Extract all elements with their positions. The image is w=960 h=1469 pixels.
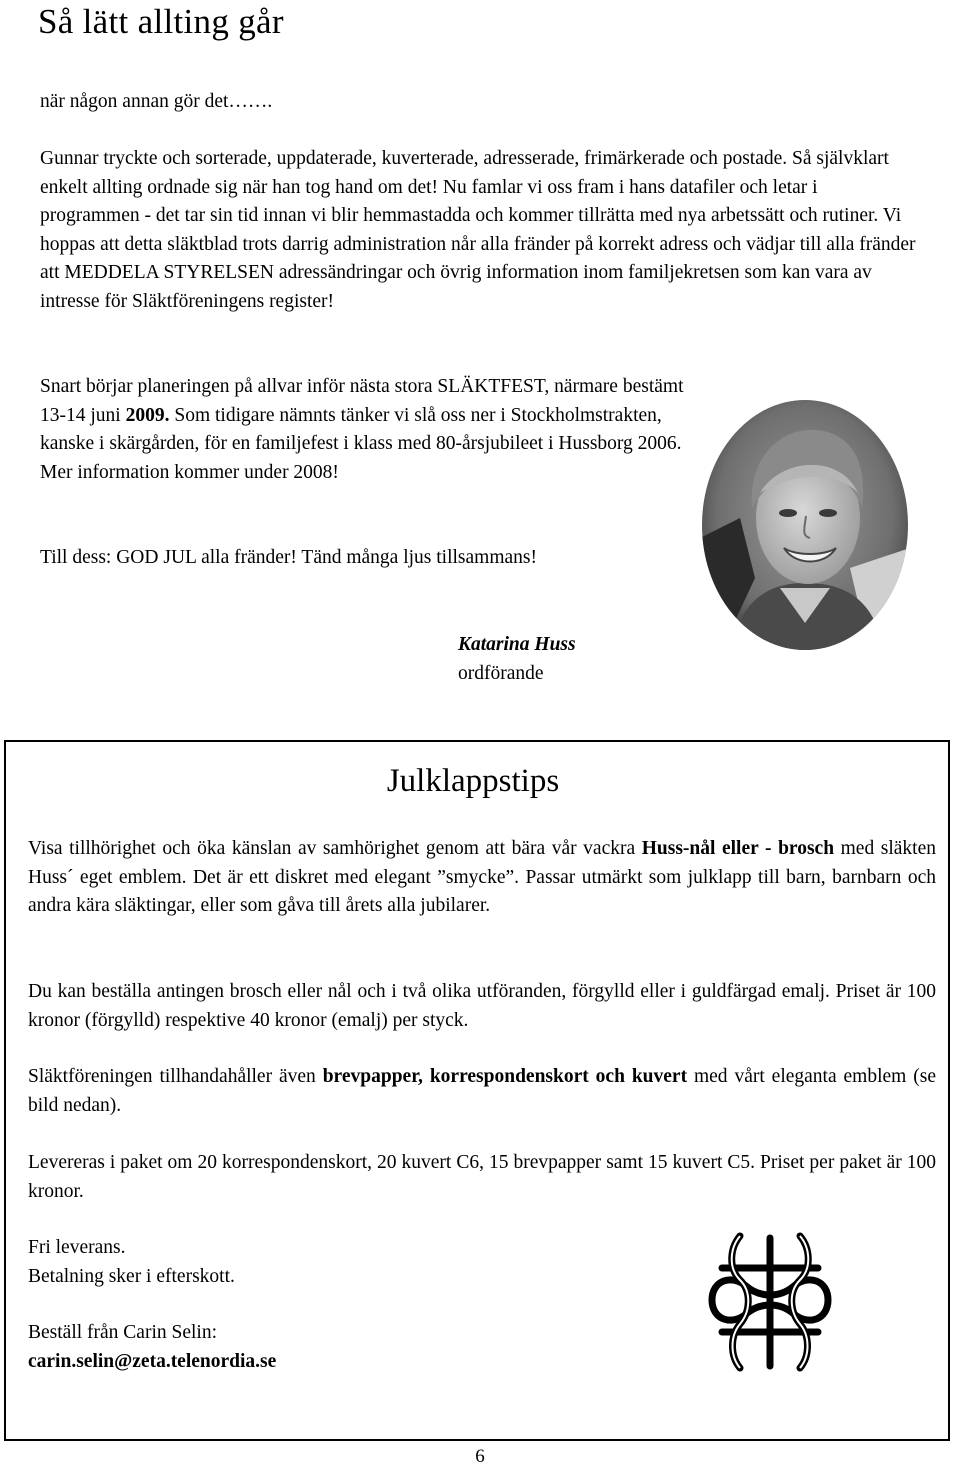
greeting-line: Till dess: GOD JUL alla fränder! Tänd många ljus tillsammans! bbox=[40, 547, 537, 568]
contact-email[interactable]: carin.selin@zeta.telenordia.se bbox=[28, 1350, 277, 1372]
pin-product-name: Huss-nål eller - brosch bbox=[641, 838, 835, 859]
stationery-text-end: med vårt eleganta emblem (se bild nedan). bbox=[28, 1066, 936, 1116]
tips-title: Julklappstips bbox=[386, 763, 560, 799]
stationery-text-start: Släktföreningen tillhandahåller även bbox=[28, 1066, 323, 1087]
page-subtitle: när någon annan gör det……. bbox=[40, 91, 273, 112]
festival-paragraph bbox=[40, 373, 700, 487]
festival-text-start: Snart börjar planeringen på allvar inför nästa stora SLÄKTFEST, närmare bestämt 13-14 juni bbox=[40, 376, 684, 426]
signature-name: Katarina Huss bbox=[458, 634, 576, 655]
delivery-line: Fri leverans. bbox=[28, 1237, 126, 1258]
tips-paragraph-package: Levereras i paket om 20 korrespondenskort, 20 kuvert C6, 15 brevpapper samt 15 kuvert C5. Priset per paket är 100 kronor. bbox=[28, 1152, 936, 1202]
intro-paragraph: Gunnar tryckte och sorterade, uppdaterade, kuverterade, adresserade, frimärkerade och postade. Så självklart enkelt allting ordnade sig när han tog hand om det! Nu famlar vi oss fram i hans datafiler och letar i programmen - det tar sin tid innan vi blir hemmastadda och kommer tillrätta med nya arbetssätt och rutiner. Vi hoppas att detta släktblad trots darrig administration når alla fränder på korrekt adress och vädjar till alla fränder att MEDDELA STYRELSEN adressändringar och övrig information inom familjekretsen som kan vara av intresse för Släktföreningens register! bbox=[40, 148, 916, 312]
portrait-photo bbox=[700, 398, 910, 653]
tips-paragraph-pin bbox=[28, 835, 936, 921]
tips-paragraph-stationery bbox=[28, 1063, 936, 1120]
signature bbox=[458, 630, 576, 688]
page-title: Så lätt allting går bbox=[38, 2, 284, 41]
huss-emblem-icon bbox=[700, 1228, 840, 1376]
pin-text-start: Visa tillhörighet och öka känslan av samhörighet genom att bära vår vackra bbox=[28, 838, 642, 859]
festival-text-end: Som tidigare nämnts tänker vi slå oss ner i Stockholmstrakten, kanske i skärgården, för en familjefest i klass med 80-årsjubileet i Hussborg 2006. Mer information kommer under 2008! bbox=[40, 404, 682, 483]
festival-year: 2009. bbox=[125, 404, 170, 426]
page-number: 6 bbox=[475, 1446, 485, 1467]
tips-delivery bbox=[28, 1234, 528, 1291]
payment-line: Betalning sker i efterskott. bbox=[28, 1265, 235, 1287]
pin-text-end: med släkten Huss´ eget emblem. Det är ett diskret med elegant ”smycke”. Passar utmärkt som julklapp till barn, barnbarn och andra kära släktingar, eller som gåva till årets alla jubilarer. bbox=[28, 838, 937, 916]
signature-role: ordförande bbox=[458, 663, 544, 684]
stationery-products: brevpapper, korrespondenskort och kuvert bbox=[322, 1066, 688, 1087]
tips-contact bbox=[28, 1319, 528, 1376]
contact-line: Beställ från Carin Selin: bbox=[28, 1322, 218, 1343]
tips-paragraph-order: Du kan beställa antingen brosch eller nål och i två olika utföranden, förgylld eller i guldfärgad emalj. Priset är 100 kronor (förgylld) respektive 40 kronor (emalj) per styck. bbox=[28, 981, 936, 1031]
